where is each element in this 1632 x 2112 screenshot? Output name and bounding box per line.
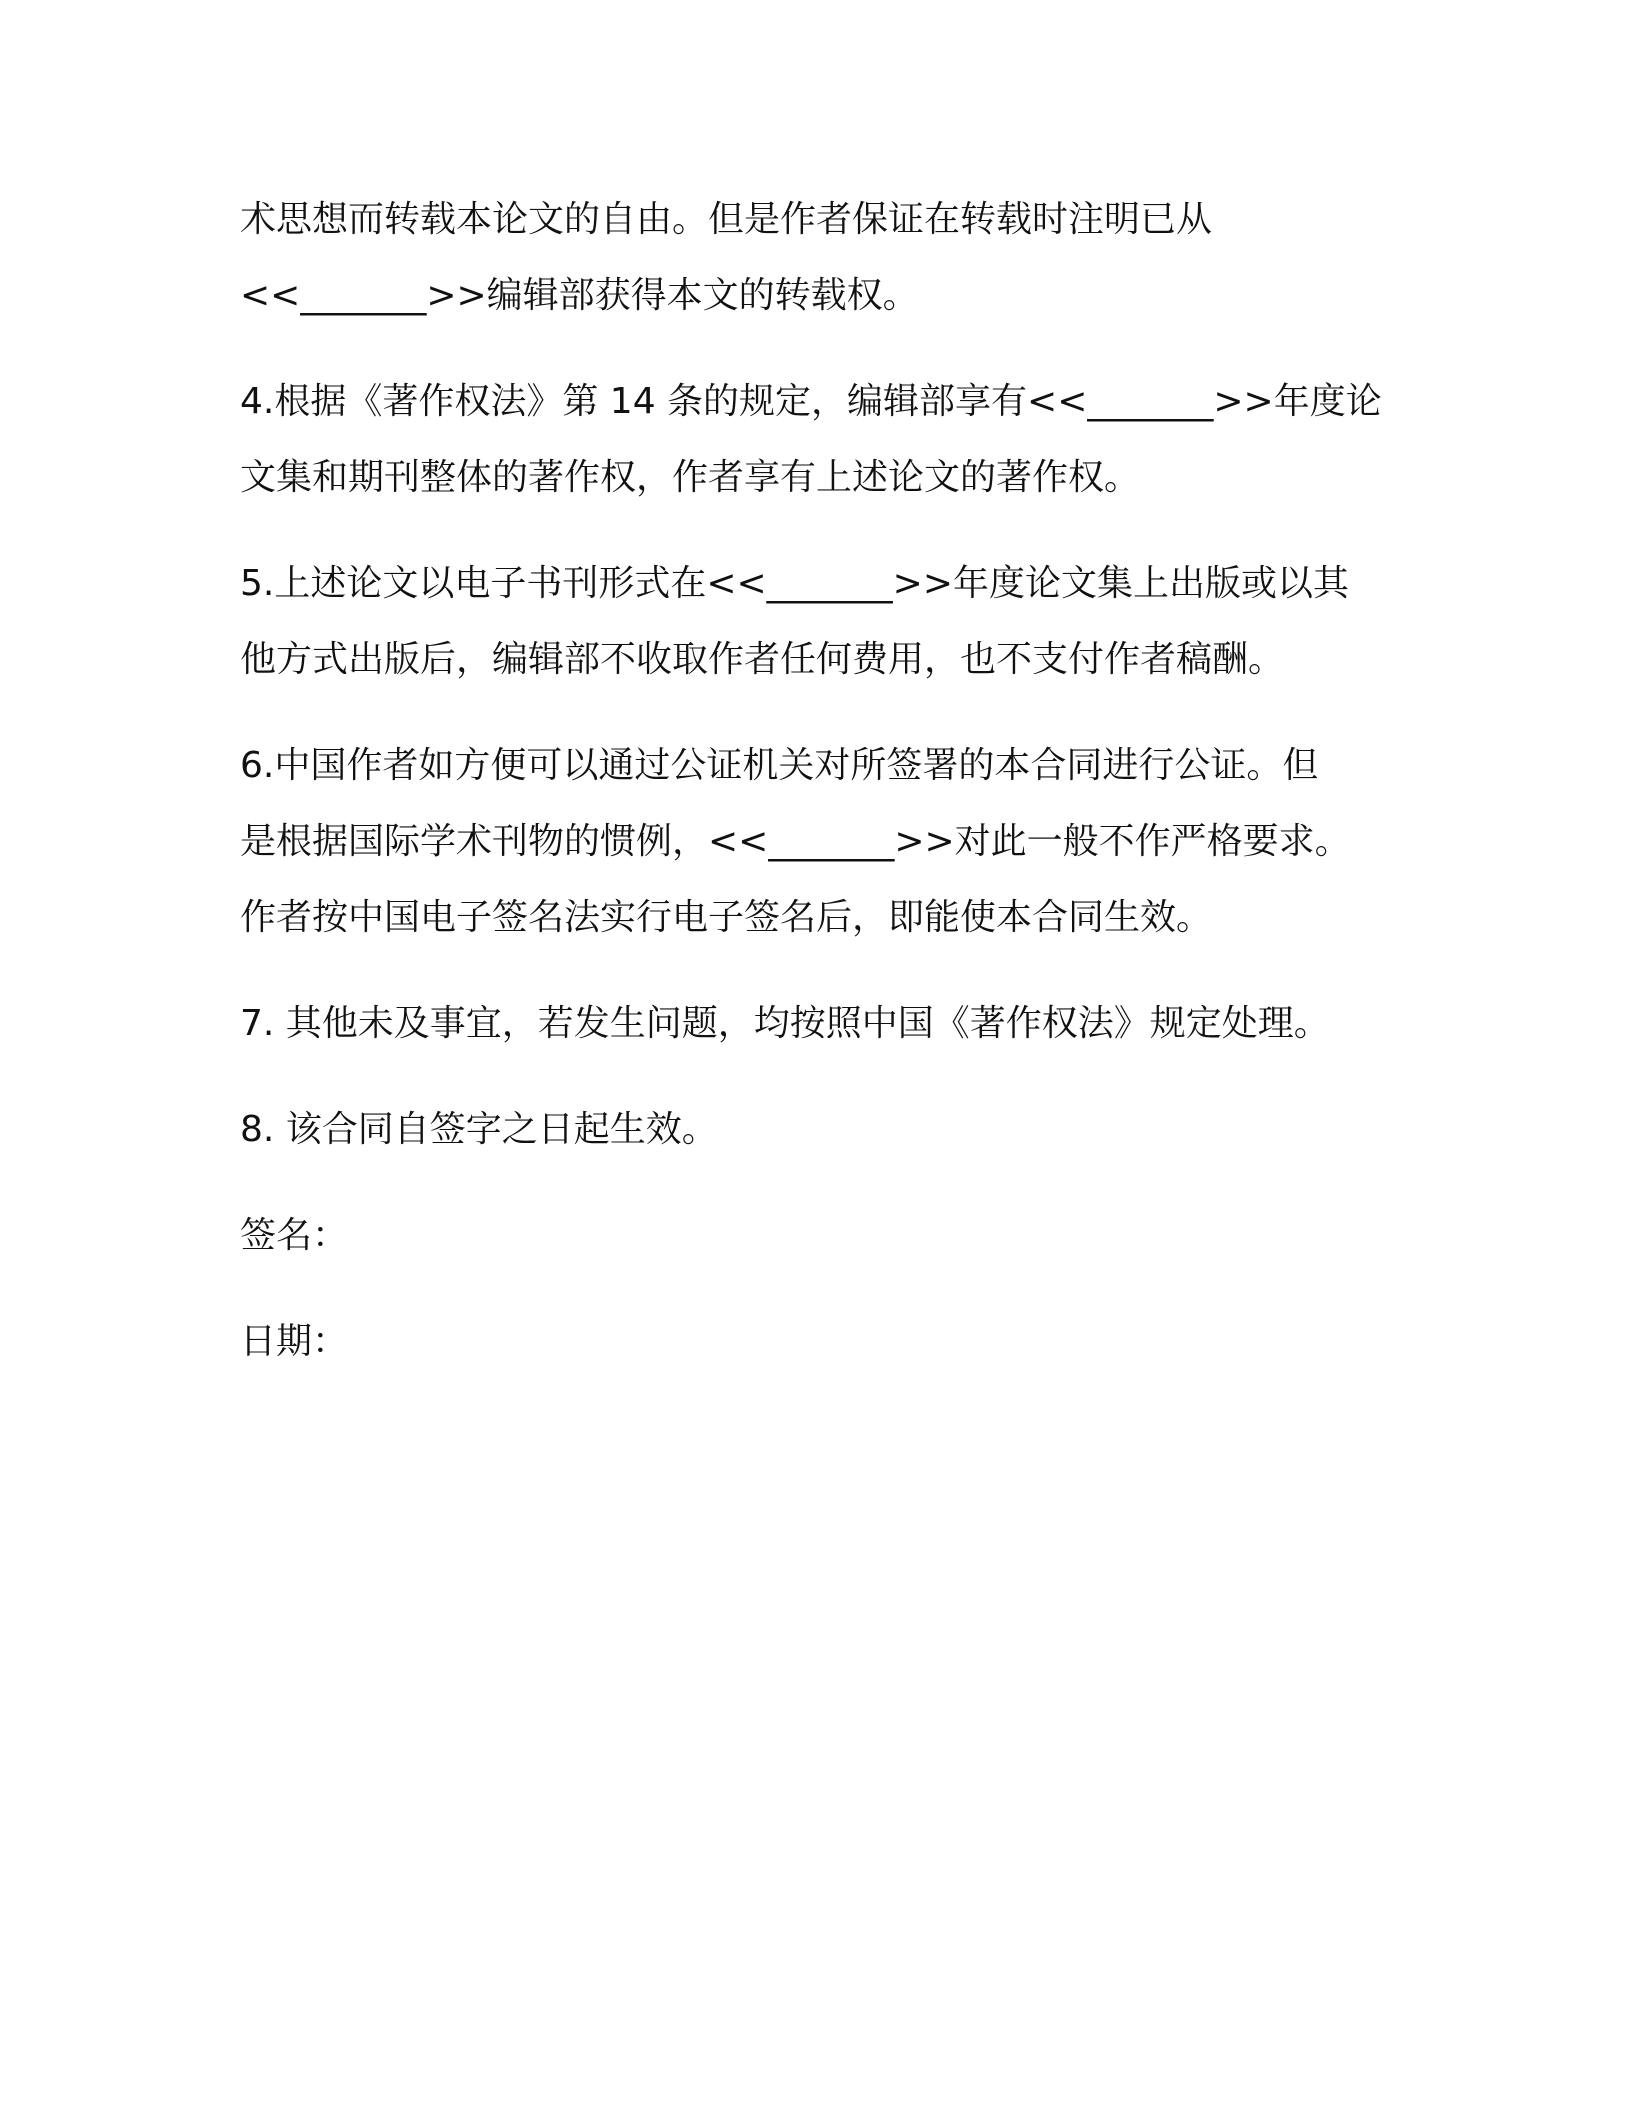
clause-5-line-2: 他方式出版后，编辑部不收取作者任何费用，也不支付作者稿酬。 — [240, 639, 1285, 680]
clause-3-line-2: <<_______>>编辑部获得本文的转载权。 — [240, 275, 919, 316]
clause-5-line-1: 5.上述论文以电子书刊形式在<<_______>>年度论文集上出版或以其 — [240, 563, 1350, 604]
clause-6-line-1: 6.中国作者如方便可以通过公证机关对所签署的本合同进行公证。但 — [240, 745, 1319, 786]
clause-4-line-2: 文集和期刊整体的著作权，作者享有上述论文的著作权。 — [240, 457, 1141, 498]
date-label: 日期： — [240, 1321, 349, 1362]
clause-3-line-1: 术思想而转载本论文的自由。但是作者保证在转载时注明已从 — [240, 199, 1213, 240]
clause-8: 8. 该合同自签字之日起生效。 — [240, 1109, 718, 1150]
signature-label: 签名： — [240, 1215, 349, 1256]
clause-6-line-2: 是根据国际学术刊物的惯例，<<_______>>对此一般不作严格要求。 — [240, 821, 1351, 862]
clause-7: 7. 其他未及事宜，若发生问题，均按照中国《著作权法》规定处理。 — [240, 1003, 1330, 1044]
clause-4-line-1: 4.根据《著作权法》第 14 条的规定，编辑部享有<<_______>>年度论 — [240, 381, 1382, 422]
document-body — [240, 182, 1410, 1380]
clause-6-line-3: 作者按中国电子签名法实行电子签名后，即能使本合同生效。 — [240, 897, 1213, 938]
